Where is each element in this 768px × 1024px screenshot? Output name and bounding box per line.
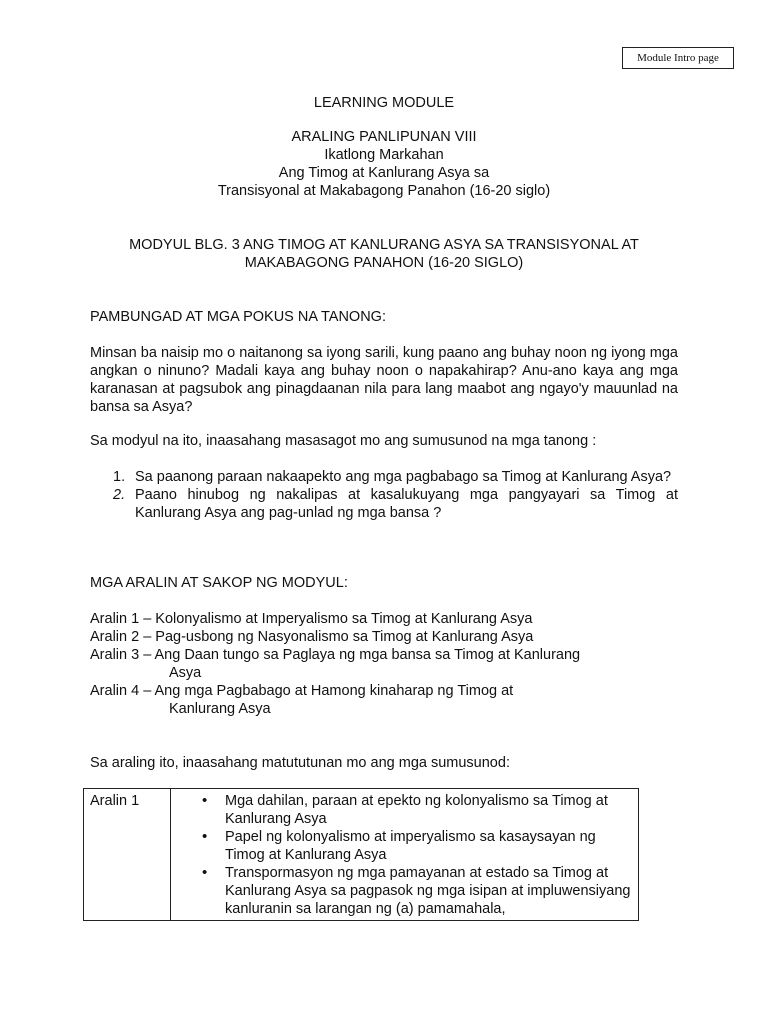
lesson-item bbox=[90, 628, 678, 646]
bullet-item: • Transpormasyon ng mga pamayanan at estado sa Timog at Kanlurang Asya sa pagpasok ng mga isipan at impluwensiyang kanluranin sa larangan ng (a) pamamahala, bbox=[225, 864, 632, 918]
lesson-item bbox=[90, 610, 678, 628]
question-number: 2. bbox=[113, 487, 126, 503]
focus-questions bbox=[90, 468, 678, 522]
lesson-cell: Aralin 1 bbox=[84, 789, 171, 921]
subject-line: ARALING PANLIPUNAN VIII bbox=[291, 129, 477, 145]
topic-line-1: Ang Timog at Kanlurang Asya sa bbox=[278, 165, 490, 181]
bullet-item: • Papel ng kolonyalismo at imperyalismo sa kasaysayan ng Timog at Kanlurang Asya bbox=[225, 828, 632, 864]
module-title-line-1: MODYUL BLG. 3 ANG TIMOG AT KANLURANG ASYA SA TRANSISYONAL AT bbox=[129, 237, 639, 253]
intro-paragraph: Minsan ba naisip mo o naitanong sa iyong sarili, kung paano ang buhay noon ng iyong mga angkan o ninuno? Madali kaya ang buhay noon o napakahirap? Anu-ano kaya ang mga karanasan at pagsubok ang pinagdaanan nila para lang maabot ang ngayo'y mauunlad na bansa sa Asya? bbox=[90, 345, 678, 415]
lesson-item bbox=[90, 646, 678, 682]
objectives-table bbox=[83, 788, 639, 921]
quarter-line: Ikatlong Markahan bbox=[324, 147, 444, 163]
question-text: Paano hinubog ng nakalipas at kasalukuyang mga pangyayari sa Timog at Kanlurang Asya ang pag-unlad ng mga bansa ? bbox=[135, 487, 678, 521]
module-title-line-2: MAKABAGONG PANAHON (16-20 SIGLO) bbox=[244, 255, 524, 271]
lesson-text: Aralin 1 – Kolonyalismo at Imperyalismo sa Timog at Kanlurang Asya bbox=[90, 611, 533, 627]
lessons-heading: MGA ARALIN AT SAKOP NG MODYUL: bbox=[90, 575, 348, 591]
lesson-text: Aralin 3 – Ang Daan tungo sa Paglaya ng mga bansa sa Timog at Kanlurang bbox=[90, 647, 581, 663]
lesson-text: Aralin 4 – Ang mga Pagbabago at Hamong kinaharap ng Timog at bbox=[90, 683, 514, 699]
question-item bbox=[90, 486, 678, 522]
objectives-lead: Sa araling ito, inaasahang matututunan mo ang mga sumusunod: bbox=[90, 755, 510, 771]
question-number: 1. bbox=[113, 469, 126, 485]
topic-line-2: Transisyonal at Makabagong Panahon (16-20 siglo) bbox=[217, 183, 551, 199]
lesson-text: Aralin 2 – Pag-usbong ng Nasyonalismo sa Timog at Kanlurang Asya bbox=[90, 629, 534, 645]
module-intro-tag: Module Intro page bbox=[622, 47, 734, 69]
lesson-item bbox=[90, 682, 678, 718]
objectives-bullets bbox=[177, 792, 632, 918]
intro-heading: PAMBUNGAD AT MGA POKUS NA TANONG: bbox=[90, 309, 386, 325]
lessons-list bbox=[90, 610, 678, 718]
document-title: LEARNING MODULE bbox=[313, 95, 455, 111]
lesson-text-continuation: Kanlurang Asya bbox=[169, 701, 271, 717]
question-item bbox=[90, 468, 678, 486]
objectives-cell bbox=[171, 789, 639, 921]
lesson-text-continuation: Asya bbox=[169, 665, 202, 681]
bullet-item: • Mga dahilan, paraan at epekto ng kolonyalismo sa Timog at Kanlurang Asya bbox=[225, 792, 632, 828]
table-row bbox=[84, 789, 639, 921]
questions-lead: Sa modyul na ito, inaasahang masasagot mo ang sumusunod na mga tanong : bbox=[90, 433, 597, 449]
question-text: Sa paanong paraan nakaapekto ang mga pagbabago sa Timog at Kanlurang Asya? bbox=[135, 469, 672, 485]
